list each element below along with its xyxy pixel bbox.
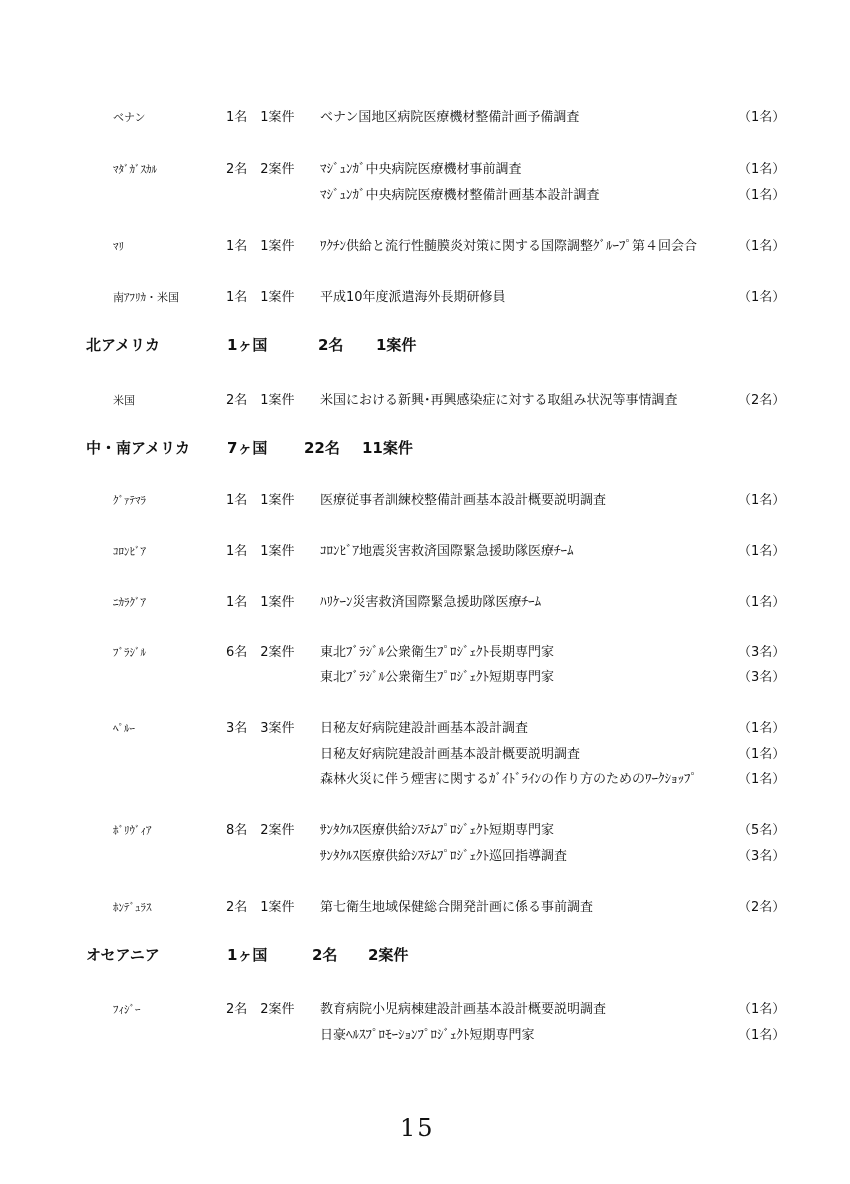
project-title: ベナン国地区病院医療機材整備計画予備調査 bbox=[320, 110, 580, 125]
region-people-count: 2名 bbox=[312, 946, 338, 964]
region-project-count: 11案件 bbox=[362, 439, 413, 457]
people-project-count: 2名 1案件 bbox=[226, 900, 295, 915]
people-project-count: 8名 2案件 bbox=[226, 823, 295, 838]
country-name: ﾍﾟﾙｰ bbox=[113, 722, 135, 735]
project-people: （2名） bbox=[738, 393, 786, 408]
region-name: 北アメリカ bbox=[86, 336, 160, 354]
project-people: （5名） bbox=[738, 823, 786, 838]
people-project-count: 1名 1案件 bbox=[226, 239, 295, 254]
project-title: 第七衛生地域保健総合開発計画に係る事前調査 bbox=[320, 900, 594, 915]
project-title: 東北ﾌﾞﾗｼﾞﾙ公衆衛生ﾌﾟﾛｼﾞｪｸﾄ短期専門家 bbox=[320, 670, 555, 685]
country-name: ｸﾞｧﾃﾏﾗ bbox=[113, 494, 146, 507]
project-title: ｺﾛﾝﾋﾞｱ地震災害救済国際緊急援助隊医療ﾁｰﾑ bbox=[320, 544, 574, 559]
project-people: （1名） bbox=[738, 110, 786, 125]
project-people: （1名） bbox=[738, 721, 786, 736]
project-people: （3名） bbox=[738, 670, 786, 685]
project-people: （3名） bbox=[738, 645, 786, 660]
country-name: 米国 bbox=[113, 394, 135, 407]
project-people: （1名） bbox=[738, 1028, 786, 1043]
country-name: 南ｱﾌﾘｶ・米国 bbox=[113, 291, 179, 304]
project-title: 教育病院小児病棟建設計画基本設計概要説明調査 bbox=[320, 1002, 607, 1017]
region-project-count: 2案件 bbox=[368, 946, 409, 964]
project-people: （1名） bbox=[738, 1002, 786, 1017]
country-name: ﾆｶﾗｸﾞｱ bbox=[113, 596, 146, 609]
project-people: （1名） bbox=[738, 188, 786, 203]
people-project-count: 1名 1案件 bbox=[226, 493, 295, 508]
country-name: ｺﾛﾝﾋﾞｱ bbox=[113, 545, 146, 558]
country-name: ﾎﾝﾃﾞｭﾗｽ bbox=[113, 901, 152, 914]
country-name: ベナン bbox=[113, 111, 146, 124]
region-country-count: 1ヶ国 bbox=[227, 946, 268, 964]
project-people: （3名） bbox=[738, 849, 786, 864]
region-country-count: 7ヶ国 bbox=[227, 439, 268, 457]
project-title: ﾏｼﾞｭﾝｶﾞ中央病院医療機材事前調査 bbox=[320, 162, 522, 177]
people-project-count: 1名 1案件 bbox=[226, 595, 295, 610]
project-people: （1名） bbox=[738, 239, 786, 254]
project-title: 森林火災に伴う煙害に関するｶﾞｲﾄﾞﾗｲﾝの作り方のためのﾜｰｸｼｮｯﾌﾟ bbox=[320, 772, 698, 787]
people-project-count: 2名 2案件 bbox=[226, 162, 295, 177]
project-title: 米国における新興･再興感染症に対する取組み状況等事情調査 bbox=[320, 393, 678, 408]
project-people: （1名） bbox=[738, 772, 786, 787]
project-people: （1名） bbox=[738, 595, 786, 610]
people-project-count: 1名 1案件 bbox=[226, 290, 295, 305]
region-people-count: 2名 bbox=[318, 336, 344, 354]
project-title: 医療従事者訓練校整備計画基本設計概要説明調査 bbox=[320, 493, 607, 508]
project-people: （1名） bbox=[738, 747, 786, 762]
country-name: ﾌﾞﾗｼﾞﾙ bbox=[113, 646, 146, 659]
project-title: 平成10年度派遣海外長期研修員 bbox=[320, 290, 506, 305]
project-title: ﾏｼﾞｭﾝｶﾞ中央病院医療機材整備計画基本設計調査 bbox=[320, 188, 600, 203]
project-people: （1名） bbox=[738, 162, 786, 177]
project-people: （2名） bbox=[738, 900, 786, 915]
people-project-count: 3名 3案件 bbox=[226, 721, 295, 736]
people-project-count: 2名 2案件 bbox=[226, 1002, 295, 1017]
project-people: （1名） bbox=[738, 290, 786, 305]
people-project-count: 6名 2案件 bbox=[226, 645, 295, 660]
country-name: ﾏﾘ bbox=[113, 240, 124, 253]
project-title: ﾜｸﾁﾝ供給と流行性髄膜炎対策に関する国際調整ｸﾞﾙｰﾌﾟ第４回会合 bbox=[320, 239, 698, 254]
project-title: 日豪ﾍﾙｽﾌﾟﾛﾓｰｼｮﾝﾌﾟﾛｼﾞｪｸﾄ短期専門家 bbox=[320, 1028, 535, 1043]
project-title: ﾊﾘｹｰﾝ災害救済国際緊急援助隊医療ﾁｰﾑ bbox=[320, 595, 542, 610]
people-project-count: 1名 1案件 bbox=[226, 110, 295, 125]
project-people: （1名） bbox=[738, 493, 786, 508]
project-title: 日秘友好病院建設計画基本設計調査 bbox=[320, 721, 529, 736]
region-name: 中・南アメリカ bbox=[86, 439, 190, 457]
page-number: 15 bbox=[400, 1114, 435, 1142]
people-project-count: 1名 1案件 bbox=[226, 544, 295, 559]
country-name: ﾏﾀﾞｶﾞｽｶﾙ bbox=[113, 163, 157, 176]
region-country-count: 1ヶ国 bbox=[227, 336, 268, 354]
country-name: ﾎﾞﾘｳﾞｨｱ bbox=[113, 824, 152, 837]
region-name: オセアニア bbox=[86, 946, 160, 964]
project-title: 日秘友好病院建設計画基本設計概要説明調査 bbox=[320, 747, 581, 762]
project-title: ｻﾝﾀｸﾙｽ医療供給ｼｽﾃﾑﾌﾟﾛｼﾞｪｸﾄ巡回指導調査 bbox=[320, 849, 568, 864]
region-project-count: 1案件 bbox=[376, 336, 417, 354]
people-project-count: 2名 1案件 bbox=[226, 393, 295, 408]
region-people-count: 22名 bbox=[304, 439, 340, 457]
project-people: （1名） bbox=[738, 544, 786, 559]
project-title: ｻﾝﾀｸﾙｽ医療供給ｼｽﾃﾑﾌﾟﾛｼﾞｪｸﾄ短期専門家 bbox=[320, 823, 555, 838]
country-name: ﾌｨｼﾞｰ bbox=[113, 1003, 141, 1016]
project-title: 東北ﾌﾞﾗｼﾞﾙ公衆衛生ﾌﾟﾛｼﾞｪｸﾄ長期専門家 bbox=[320, 645, 555, 660]
